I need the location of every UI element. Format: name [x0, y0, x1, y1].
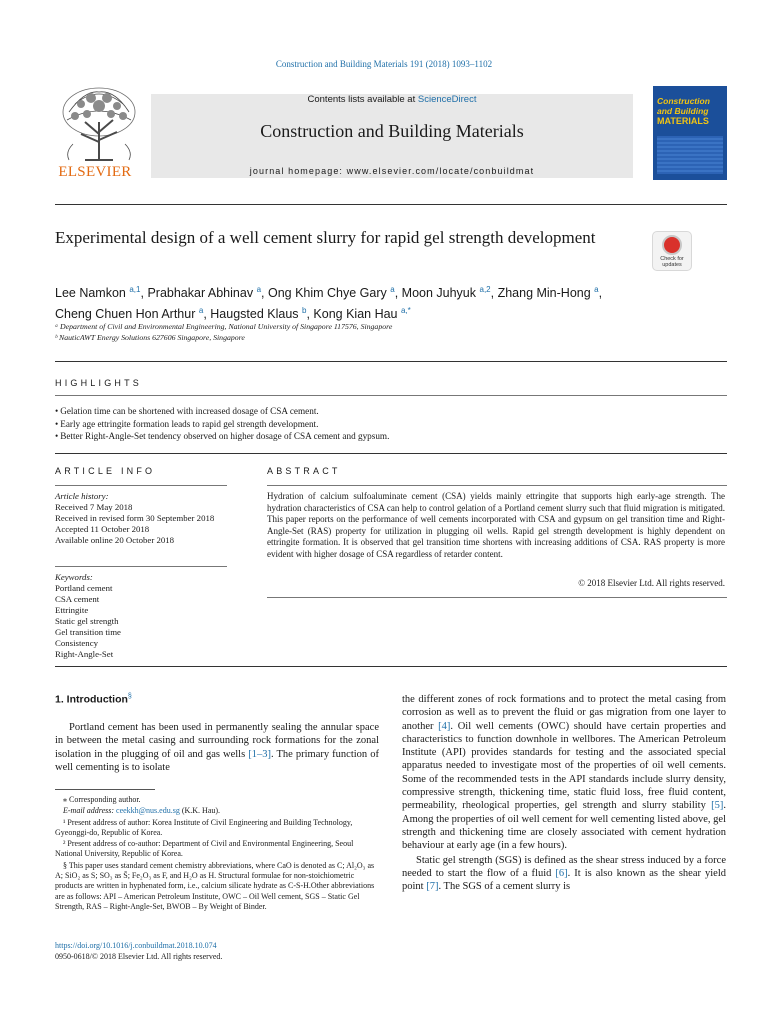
section-divider [55, 453, 727, 454]
intro-paragraph: Static gel strength (SGS) is defined as the shear stress induced by a force needed to start the flow of a fluid [6]. It is also known as the shear yield point [7]. The SGS of a cement slurry is [402, 854, 726, 893]
keyword[interactable]: Portland cement [55, 583, 113, 593]
footnote-corresponding: ⁎ Corresponding author. [63, 795, 141, 804]
author-affiliation-ref[interactable]: a,2 [479, 285, 491, 294]
highlights-heading: HIGHLIGHTS [55, 378, 143, 388]
contents-prefix: Contents lists available at [307, 94, 418, 105]
history-item: Accepted 11 October 2018 [55, 524, 150, 534]
footnote-email: E-mail address: ceekkh@nus.edu.sg (K.K. Hau). [63, 806, 221, 816]
footnote-rule [55, 789, 155, 790]
introduction-footnote-ref[interactable]: § [127, 693, 132, 700]
sciencedirect-link[interactable]: ScienceDirect [417, 94, 477, 105]
keyword[interactable]: Ettringite [55, 605, 89, 615]
footnote-2: ² Present address of co-author: Department of Civil and Environmental Engineering, Seoul National University, Republic of Korea. [55, 839, 354, 859]
journal-reference[interactable]: Construction and Building Materials 191 (2018) 1093–1102 [275, 59, 493, 69]
author-affiliation-ref[interactable]: b [302, 306, 307, 316]
citation-link[interactable]: [4] [438, 720, 451, 732]
crossmark-badge[interactable] [652, 231, 692, 271]
author[interactable]: Moon Juhyuk [401, 286, 477, 301]
author[interactable]: Zhang Min-Hong [497, 286, 591, 301]
highlight-item: • Better Right-Angle-Set tendency observed on higher dosage of CSA cement and gypsum. [55, 430, 727, 443]
author[interactable]: Ong Khim Chye Gary [267, 286, 387, 301]
author[interactable]: Prabhakar Abhinav [147, 286, 254, 301]
intro-left-column [55, 721, 379, 774]
journal-homepage[interactable]: journal homepage: www.elsevier.com/locate/conbuildmat [249, 166, 535, 176]
abstract-end-rule [267, 597, 727, 598]
author-affiliation-ref[interactable]: a [594, 285, 599, 294]
cover-title: Construction and Building MATERIALS [657, 96, 710, 126]
keyword[interactable]: Static gel strength [55, 616, 119, 626]
article-info-heading: ARTICLE INFO [55, 466, 156, 476]
history-item: Available online 20 October 2018 [55, 535, 175, 545]
affiliation-a: ᵃ Department of Civil and Environmental Engineering, National University of Singapore 117576, Singapore [55, 322, 393, 331]
highlight-item: • Early age ettringite formation leads to rapid gel strength development. [55, 418, 727, 431]
masthead-divider [55, 204, 727, 205]
citation-link[interactable]: [5] [711, 800, 724, 812]
intro-right-column [402, 693, 726, 893]
journal-cover-image[interactable] [653, 86, 727, 180]
highlights-rule [55, 395, 727, 396]
history-item: Received 7 May 2018 [55, 502, 133, 512]
affiliations [55, 322, 695, 343]
keyword[interactable]: Right-Angle-Set [55, 649, 114, 659]
footnote-1: ¹ Present address of author: Korea Institute of Civil Engineering and Building Technology, Gyeonggi-do, Republic of Korea. [55, 817, 353, 837]
abstract-text: Hydration of calcium sulfoaluminate cement (CSA) yields mainly ettringite that supports high early-age strength. The hydration characteristics of CSA can help to control gelation of a Portland cement slurry such that fluid migration is mitigated. This paper reports on the performance of well cements incorporated with CSA and gypsum on gel transition time and Right-Angle-Set (RAS) property for utilization in plugging oil wells. Rapid gel strength development is highly dependent on ettringite formation. It is observed that gel transition time shortens with increasing additions of CSA. RAS property is more evident with higher dosage of CSA regardless of retarder content. [267, 491, 725, 559]
cover-artwork [657, 136, 723, 174]
section-divider [55, 361, 727, 362]
article-history [55, 491, 225, 546]
citation-link[interactable]: [7] [426, 881, 439, 893]
author[interactable]: Cheng Chuen Hon Arthur [55, 307, 196, 322]
keywords-label: Keywords: [55, 572, 93, 582]
intro-paragraph: Portland cement has been used in permanently sealing the annular space in between the metal casing and surrounding rock formations for the zonal isolation in the plugging of oil and gas wells [1–3]. The primary function of well cementing is to isolate [55, 722, 379, 773]
author[interactable]: Haugsted Klaus [210, 307, 299, 322]
doi-link[interactable]: https://doi.org/10.1016/j.conbuildmat.2018.10.074 [55, 941, 217, 950]
introduction-heading: 1. Introduction§ [55, 693, 132, 706]
footnotes [55, 795, 379, 913]
highlight-item: • Gelation time can be shortened with increased dosage of CSA cement. [55, 405, 727, 418]
crossmark-icon [662, 235, 682, 255]
footnote-3: § This paper uses standard cement chemistry abbreviations, where CaO is denoted as C; Al₂O₃ as A; SiO₂ as S; SO₃ as S̄; Fe₂O₃ as F, and H₂O as H. Structural formulae for non-stoichiometric products are written in hyphenated form, i.e., calcium silicate hydrate as C-S-H.Other abbreviations are as follows: API – American Petroleum Institute, OWC – Oil Well cement, SGS – Static Gel Strength, RAS – Right-Angle-Set, BWOB – By Weight of Binder. [55, 860, 375, 911]
author-affiliation-ref[interactable]: a,1 [129, 285, 141, 294]
abstract-copyright: © 2018 Elsevier Ltd. All rights reserved. [578, 578, 725, 588]
abstract-heading: ABSTRACT [267, 466, 341, 476]
doi-block [55, 941, 379, 962]
citation-link[interactable]: [6] [555, 867, 568, 879]
article-title: Experimental design of a well cement slurry for rapid gel strength development [55, 228, 596, 247]
author[interactable]: Kong Kian Hau [313, 307, 398, 322]
history-item: Received in revised form 30 September 2018 [55, 513, 215, 523]
masthead [55, 82, 727, 182]
author-affiliation-ref[interactable]: a,* [401, 306, 411, 316]
abstract-rule [267, 485, 727, 486]
author[interactable]: Lee Namkon [55, 286, 126, 301]
keyword[interactable]: CSA cement [55, 594, 100, 604]
keywords [55, 572, 225, 660]
citation-link[interactable]: [1–3] [248, 748, 271, 760]
intro-paragraph: the different zones of rock formations and to protect the metal casing from corrosion as well as to prevent the fluid or gas migration from one layer to another [4]. Oil well cements (OWC) should have certain properties and characteristics to function downhole in wellbores. The American Petroleum Institute (API) provides standards for testing and the associated special apparatus needed to investigate most of the properties of oil well cements. Some of the recommended tests in the API standards include slurry density, compressive strength, thickening time, static fluid loss, free fluid content, permeability, rheological properties, gel strength and slurry stability [5]. Among the properties of oil well cement for well cementing listed above, gel strength and thickening time are closely associated with cement hydration behaviour at early age (in a few hours). [402, 694, 726, 852]
crossmark-label: Check for updates [660, 256, 684, 268]
email-link[interactable]: ceekkh@nus.edu.sg [116, 806, 180, 816]
issn-line: 0950-0618/© 2018 Elsevier Ltd. All rights reserved. [55, 951, 223, 961]
history-label: Article history: [55, 491, 109, 501]
keyword[interactable]: Gel transition time [55, 627, 121, 637]
highlights-list [55, 405, 727, 443]
contents-line [151, 94, 633, 105]
journal-banner [151, 94, 633, 178]
section-divider [55, 666, 727, 667]
author-affiliation-ref[interactable]: a [256, 285, 262, 294]
article-info-rule [55, 485, 227, 486]
author-affiliation-ref[interactable]: a [198, 306, 204, 316]
keywords-rule [55, 566, 227, 567]
author-affiliation-ref[interactable]: a [390, 285, 395, 294]
affiliation-b: ᵇ NauticAWT Energy Solutions 627606 Singapore, Singapore [55, 332, 245, 342]
elsevier-wordmark[interactable]: ELSEVIER [58, 164, 132, 180]
journal-title: Construction and Building Materials [260, 121, 524, 141]
author-list: Lee Namkon $^{a,1}$, Prabhakar Abhinav $^a$, Ong Khim Chye Gary $^a$, Moon Juhyuk $^{a,2}$, Zhang Min-Hong $^a$, Cheng Chuen Hon Arthur $^a$, Haugsted Klaus $^b$, Kong Kian Hau $^{a,*}$ [55, 285, 603, 322]
keyword[interactable]: Consistency [55, 638, 99, 648]
